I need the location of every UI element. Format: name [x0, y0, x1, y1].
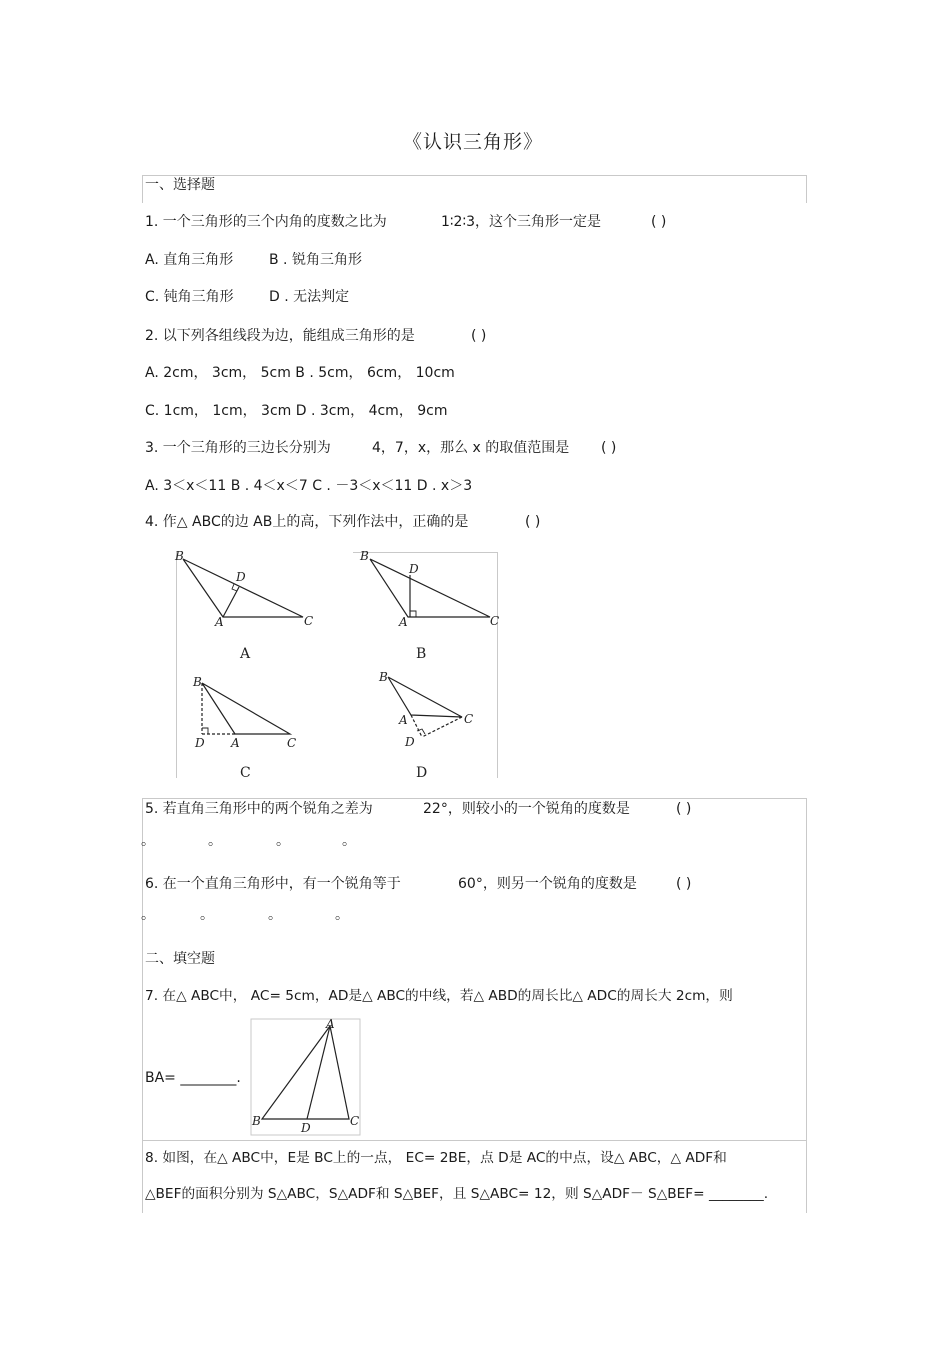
options-line: A. 2cm， 3cm， 5cm B . 5cm， 6cm， 10cm: [145, 365, 455, 381]
point-label: D: [236, 570, 246, 584]
section-heading: 二、填空题: [145, 951, 215, 967]
answer-blank: ( ): [651, 214, 667, 230]
point-label: B: [379, 670, 388, 684]
option-b: B . 锐角三角形: [269, 252, 362, 268]
page-title: 《认识三角形》: [403, 131, 544, 153]
point-label: D: [195, 736, 205, 750]
answer-blank: ( ): [471, 328, 487, 344]
point-label: A: [215, 615, 224, 629]
point-label: C: [287, 736, 297, 750]
option-mark: 。: [208, 833, 222, 849]
q3-values: 4，7，x，那么 x 的取值范围是: [372, 440, 570, 456]
divider: [806, 175, 807, 203]
point-label: C: [464, 712, 474, 726]
divider: [142, 798, 143, 1213]
q1-ratio: 1∶2∶3，这个三角形一定是: [441, 214, 602, 230]
options-line: A. 3＜x＜11 B . 4＜x＜7 C . －3＜x＜11 D . x＞3: [145, 478, 473, 494]
figure-caption: B: [416, 646, 427, 662]
options-line: C. 1cm， 1cm， 3cm D . 3cm， 4cm， 9cm: [145, 403, 448, 419]
point-label: C: [350, 1114, 360, 1128]
point-label: C: [304, 614, 314, 628]
q7-answer: BA= ________.: [145, 1070, 241, 1086]
point-label: A: [399, 615, 408, 629]
figure-caption: C: [240, 765, 251, 781]
point-label: B: [175, 549, 184, 563]
option-d: D . 无法判定: [269, 289, 350, 305]
option-mark: 。: [268, 907, 282, 923]
q7-stem: 7. 在△ ABC中， AC= 5cm，AD是△ ABC的中线，若△ ABD的周长比△ ADC的周长大 2cm，则: [145, 988, 733, 1004]
divider: [142, 1140, 807, 1141]
q7-figure: [250, 1018, 362, 1138]
q1-stem: 1. 一个三角形的三个内角的度数之比为: [145, 214, 387, 230]
point-label: B: [252, 1114, 261, 1128]
q4-figures: [170, 545, 505, 785]
option-mark: 。: [276, 833, 290, 849]
option-mark: 。: [335, 907, 349, 923]
q2-stem: 2. 以下列各组线段为边，能组成三角形的是: [145, 328, 415, 344]
point-label: D: [409, 562, 419, 576]
divider: [806, 798, 807, 1213]
divider: [142, 175, 807, 176]
point-label: D: [405, 735, 415, 749]
answer-blank: ( ): [525, 514, 541, 530]
option-a: A. 直角三角形: [145, 252, 234, 268]
q4-stem: 4. 作△ ABC的边 AB上的高，下列作法中，正确的是: [145, 514, 469, 530]
option-mark: 。: [342, 833, 356, 849]
q6-value: 60°，则另一个锐角的度数是: [458, 876, 637, 892]
option-mark: 。: [141, 907, 155, 923]
section-heading: 一、选择题: [145, 177, 215, 193]
option-mark: 。: [200, 907, 214, 923]
point-label: B: [360, 549, 369, 563]
q8-line2: △BEF的面积分别为 S△ABC，S△ADF和 S△BEF，且 S△ABC= 12，则 S△ADF－ S△BEF= ________.: [145, 1186, 769, 1202]
answer-blank: ( ): [601, 440, 617, 456]
figure-caption: A: [240, 646, 251, 662]
q5-value: 22°，则较小的一个锐角的度数是: [423, 801, 630, 817]
q6-stem: 6. 在一个直角三角形中，有一个锐角等于: [145, 876, 401, 892]
point-label: B: [193, 675, 202, 689]
point-label: D: [301, 1121, 311, 1135]
q5-stem: 5. 若直角三角形中的两个锐角之差为: [145, 801, 373, 817]
option-mark: 。: [141, 833, 155, 849]
figure-caption: D: [416, 765, 428, 781]
answer-blank: ( ): [676, 801, 692, 817]
divider: [142, 175, 143, 203]
q8-line1: 8. 如图，在△ ABC中，E是 BC上的一点， EC= 2BE，点 D是 AC的中点，设△ ABC，△ ADF和: [145, 1150, 727, 1166]
point-label: A: [231, 736, 240, 750]
point-label: A: [399, 713, 408, 727]
answer-blank: ( ): [676, 876, 692, 892]
divider: [142, 798, 807, 799]
point-label: A: [326, 1018, 335, 1031]
option-c: C. 钝角三角形: [145, 289, 234, 305]
point-label: C: [490, 614, 500, 628]
q3-stem: 3. 一个三角形的三边长分别为: [145, 440, 331, 456]
